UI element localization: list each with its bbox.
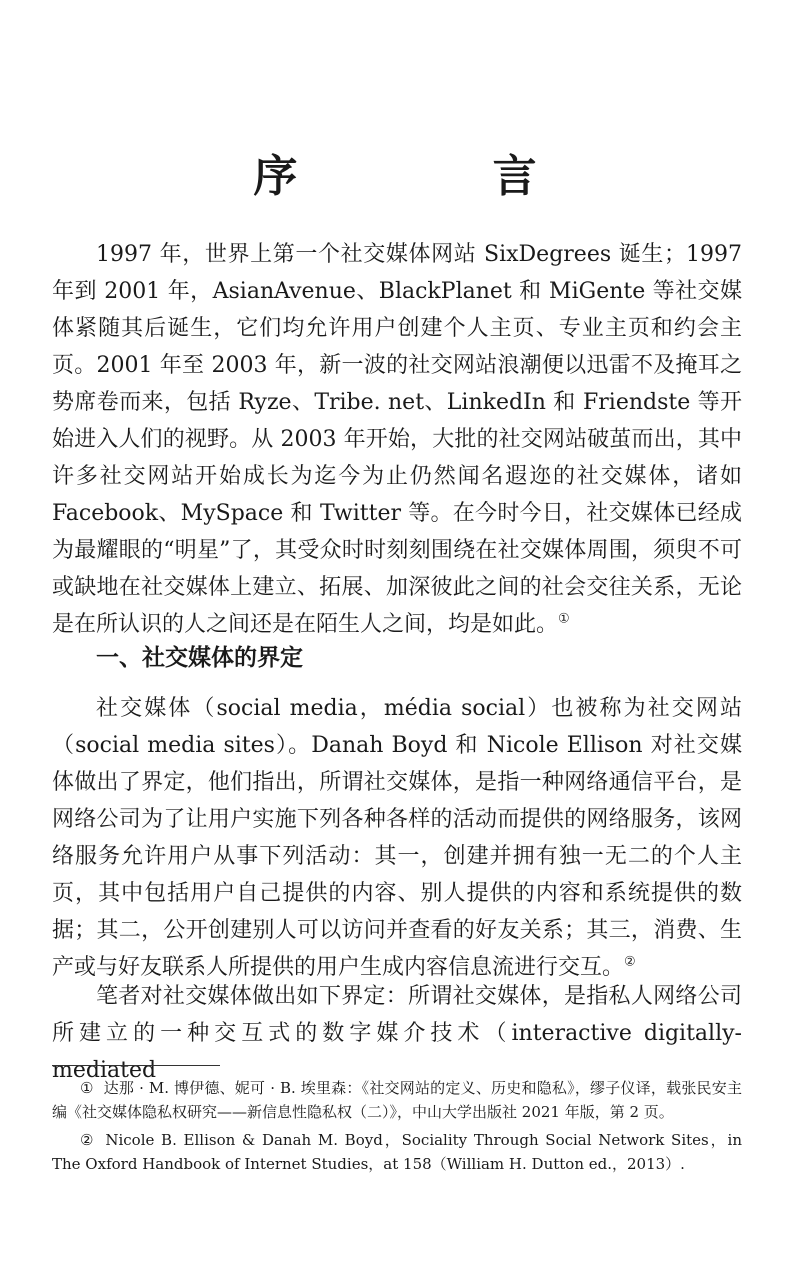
footnote-divider	[52, 1065, 220, 1066]
definition-paragraph-text: 社交媒体（social media，média social）也被称为社交网站（social media sites）。Danah Boyd 和 Nicole Ellison 对社交媒体做出了界定，他们指出，所谓社交媒体，是指一种网络通信平台，是网络公司为了让用户实施下列各种各样的活动而提供的网络服务，该网络服务允许用户从事下列活动：其一，创建并拥有独一无二的个人主页，其中包括用户自己提供的内容、别人提供的内容和系统提供的数据；其二，公开创建别人可以访问并查看的好友关系；其三，消费、生产或与好友联系人所提供的用户生成内容信息流进行交互。	[52, 696, 742, 980]
footnote-2-mark: ②	[80, 1131, 96, 1149]
author-definition-paragraph: 笔者对社交媒体做出如下界定：所谓社交媒体，是指私人网络公司所建立的一种交互式的数字媒介技术（interactive digitally-mediated	[52, 984, 742, 1083]
section-heading: 一、社交媒体的界定	[96, 645, 303, 671]
footnote-ref-2[interactable]: ②	[624, 954, 636, 970]
footnote-ref-1[interactable]: ①	[558, 611, 570, 627]
footnote-2-text: Nicole B. Ellison & Danah M. Boyd，Sociality Through Social Network Sites，in The Oxford Handbook of Internet Studies，at 158（William H. Dutton ed.，2013）.	[52, 1131, 742, 1173]
footnote-1-text: 达那 · M. 博伊德、妮可 · B. 埃里森：《社交网站的定义、历史和隐私》，缪子仪译，载张民安主编《社交媒体隐私权研究——新信息性隐私权（二）》，中山大学出版社 2021 年版，第 2 页。	[52, 1079, 742, 1121]
footnotes	[52, 1076, 742, 1180]
footnote-1	[52, 1076, 742, 1124]
definition-paragraph	[52, 690, 742, 986]
intro-paragraph-text: 1997 年，世界上第一个社交媒体网站 SixDegrees 诞生；1997 年到 2001 年，AsianAvenue、BlackPlanet 和 MiGente 等社交媒体紧随其后诞生，它们均允许用户创建个人主页、专业主页和约会主页。2001 年至 2003 年，新一波的社交网站浪潮便以迅雷不及掩耳之势席卷而来，包括 Ryze、Tribe. net、LinkedIn 和 Friendste 等开始进入人们的视野。从 2003 年开始，大批的社交网站破茧而出，其中许多社交网站开始成长为迄今为止仍然闻名遐迩的社交媒体，诸如 Facebook、MySpace 和 Twitter 等。在今时今日，社交媒体已经成为最耀眼的“明星”了，其受众时时刻刻围绕在社交媒体周围，须臾不可或缺地在社交媒体上建立、拓展、加深彼此之间的社会交往关系，无论是在所认识的人之间还是在陌生人之间，均是如此。	[52, 242, 742, 637]
footnote-2	[52, 1128, 742, 1176]
footnote-1-mark: ①	[80, 1079, 94, 1097]
intro-paragraph	[52, 236, 742, 643]
page-title: 序 言	[253, 151, 627, 202]
